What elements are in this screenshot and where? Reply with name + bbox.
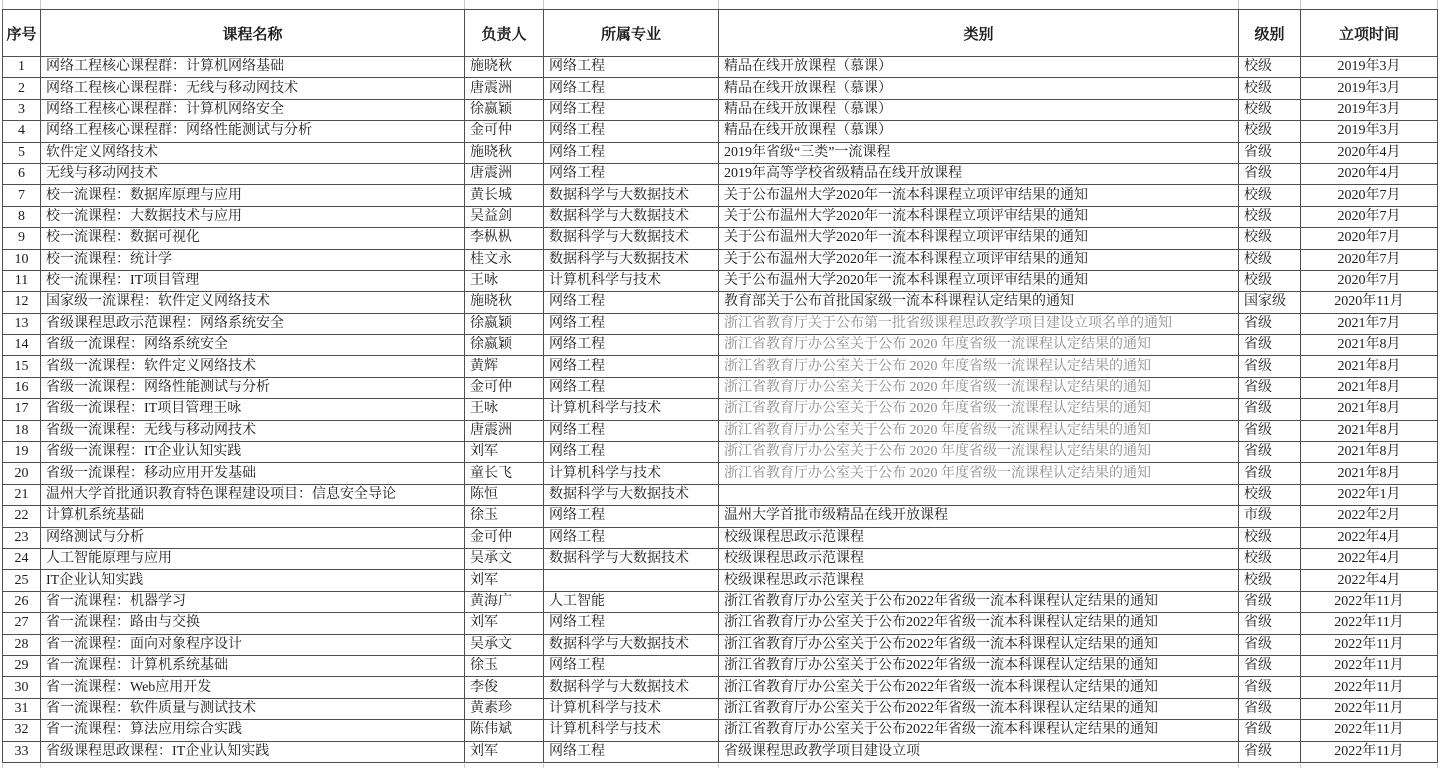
cell-date: 2020年7月 <box>1301 206 1438 227</box>
cell-course: 网络工程核心课程群：计算机网络安全 <box>41 99 465 120</box>
cell-index: 3 <box>3 99 41 120</box>
cell-major: 网络工程 <box>544 741 719 762</box>
cell-leader: 徐玉 <box>465 655 544 676</box>
cell-major: 计算机科学与技术 <box>544 399 719 420</box>
cell-category: 精品在线开放课程（慕课） <box>719 78 1239 99</box>
cell-index: 32 <box>3 720 41 741</box>
table-row <box>3 741 1438 762</box>
cell-level: 校级 <box>1239 99 1301 120</box>
cell-category: 温州大学首批市级精品在线开放课程 <box>719 506 1239 527</box>
cell-major: 数据科学与大数据技术 <box>544 677 719 698</box>
course-project-table <box>2 9 1438 763</box>
cell-date: 2022年2月 <box>1301 506 1438 527</box>
cell-major: 数据科学与大数据技术 <box>544 634 719 655</box>
table-row <box>3 634 1438 655</box>
cell-course: 网络工程核心课程群：计算机网络基础 <box>41 57 465 78</box>
table-body <box>3 57 1438 763</box>
cell-leader: 唐震洲 <box>465 78 544 99</box>
cell-category: 省级课程思政教学项目建设立项 <box>719 741 1239 762</box>
table-row <box>3 677 1438 698</box>
cell-index: 14 <box>3 335 41 356</box>
cell-leader: 徐嬴颖 <box>465 99 544 120</box>
cell-category: 浙江省教育厅关于公布第一批省级课程思政教学项目建设立项名单的通知 <box>719 313 1239 334</box>
cell-index: 11 <box>3 270 41 291</box>
cell-date: 2021年8月 <box>1301 420 1438 441</box>
table-row <box>3 313 1438 334</box>
cell-course: 省一流课程：算法应用综合实践 <box>41 720 465 741</box>
cell-index: 8 <box>3 206 41 227</box>
cell-date: 2022年4月 <box>1301 527 1438 548</box>
cell-major: 数据科学与大数据技术 <box>544 484 719 505</box>
cell-level: 省级 <box>1239 613 1301 634</box>
cell-date: 2020年7月 <box>1301 228 1438 249</box>
gridline-stub <box>464 0 465 9</box>
bottom-gridline-stubs <box>0 764 1440 768</box>
cell-major: 网络工程 <box>544 99 719 120</box>
cell-index: 20 <box>3 463 41 484</box>
gridline-stub <box>718 764 719 768</box>
cell-index: 9 <box>3 228 41 249</box>
cell-date: 2022年11月 <box>1301 720 1438 741</box>
cell-date: 2020年11月 <box>1301 292 1438 313</box>
cell-date: 2021年8月 <box>1301 377 1438 398</box>
gridline-stub <box>1238 0 1239 9</box>
cell-leader: 王咏 <box>465 270 544 291</box>
gridline-stub <box>718 0 719 9</box>
cell-major: 网络工程 <box>544 506 719 527</box>
cell-leader: 吴承文 <box>465 634 544 655</box>
cell-major: 计算机科学与技术 <box>544 698 719 719</box>
cell-category <box>719 484 1239 505</box>
cell-major: 计算机科学与技术 <box>544 463 719 484</box>
cell-date: 2020年7月 <box>1301 249 1438 270</box>
column-header-major: 所属专业 <box>544 10 719 57</box>
cell-major: 网络工程 <box>544 442 719 463</box>
cell-index: 1 <box>3 57 41 78</box>
cell-major: 网络工程 <box>544 78 719 99</box>
cell-level: 校级 <box>1239 527 1301 548</box>
cell-category: 教育部关于公布首批国家级一流本科课程认定结果的通知 <box>719 292 1239 313</box>
cell-date: 2022年11月 <box>1301 655 1438 676</box>
cell-leader: 黄长城 <box>465 185 544 206</box>
cell-index: 10 <box>3 249 41 270</box>
table-row <box>3 78 1438 99</box>
cell-leader: 黄辉 <box>465 356 544 377</box>
cell-course: 省级一流课程：无线与移动网技术 <box>41 420 465 441</box>
gridline-stub <box>2 764 3 768</box>
cell-course: 省级课程思政课程：IT企业认知实践 <box>41 741 465 762</box>
cell-level: 校级 <box>1239 249 1301 270</box>
table-row <box>3 99 1438 120</box>
gridline-stub <box>1300 0 1301 9</box>
cell-index: 16 <box>3 377 41 398</box>
cell-category: 2019年高等学校省级精品在线开放课程 <box>719 163 1239 184</box>
table-row <box>3 377 1438 398</box>
cell-course: 省一流课程：机器学习 <box>41 591 465 612</box>
cell-date: 2021年8月 <box>1301 356 1438 377</box>
cell-level: 校级 <box>1239 185 1301 206</box>
table-row <box>3 57 1438 78</box>
cell-index: 6 <box>3 163 41 184</box>
cell-level: 省级 <box>1239 313 1301 334</box>
cell-category: 2019年省级“三类”一流课程 <box>719 142 1239 163</box>
cell-leader: 童长飞 <box>465 463 544 484</box>
cell-date: 2022年11月 <box>1301 741 1438 762</box>
cell-major: 计算机科学与技术 <box>544 720 719 741</box>
gridline-stub <box>1300 764 1301 768</box>
cell-major: 网络工程 <box>544 335 719 356</box>
table-row <box>3 206 1438 227</box>
gridline-stub <box>40 0 41 9</box>
cell-category: 浙江省教育厅办公室关于公布2022年省级一流本科课程认定结果的通知 <box>719 677 1239 698</box>
cell-category: 浙江省教育厅办公室关于公布 2020 年度省级一流课程认定结果的通知 <box>719 463 1239 484</box>
cell-level: 省级 <box>1239 463 1301 484</box>
cell-course: 网络工程核心课程群：无线与移动网技术 <box>41 78 465 99</box>
cell-level: 省级 <box>1239 163 1301 184</box>
cell-level: 省级 <box>1239 377 1301 398</box>
table-header <box>3 10 1438 57</box>
cell-leader: 陈恒 <box>465 484 544 505</box>
cell-date: 2021年8月 <box>1301 399 1438 420</box>
cell-level: 校级 <box>1239 570 1301 591</box>
cell-course: 校一流课程：IT项目管理 <box>41 270 465 291</box>
gridline-stub <box>1437 0 1438 9</box>
cell-index: 19 <box>3 442 41 463</box>
cell-major: 网络工程 <box>544 613 719 634</box>
cell-category: 精品在线开放课程（慕课） <box>719 57 1239 78</box>
cell-level: 省级 <box>1239 356 1301 377</box>
cell-leader: 唐震洲 <box>465 163 544 184</box>
cell-index: 13 <box>3 313 41 334</box>
cell-level: 校级 <box>1239 121 1301 142</box>
cell-major: 网络工程 <box>544 377 719 398</box>
cell-major: 网络工程 <box>544 121 719 142</box>
cell-major: 网络工程 <box>544 163 719 184</box>
cell-major: 网络工程 <box>544 356 719 377</box>
cell-leader: 施晓秋 <box>465 57 544 78</box>
cell-course: 无线与移动网技术 <box>41 163 465 184</box>
cell-major: 数据科学与大数据技术 <box>544 185 719 206</box>
cell-level: 校级 <box>1239 57 1301 78</box>
cell-level: 省级 <box>1239 720 1301 741</box>
cell-course: 软件定义网络技术 <box>41 142 465 163</box>
cell-leader: 唐震洲 <box>465 420 544 441</box>
cell-level: 省级 <box>1239 634 1301 655</box>
cell-course: 网络工程核心课程群：网络性能测试与分析 <box>41 121 465 142</box>
cell-date: 2022年4月 <box>1301 570 1438 591</box>
cell-course: 校一流课程：统计学 <box>41 249 465 270</box>
cell-index: 7 <box>3 185 41 206</box>
cell-date: 2020年7月 <box>1301 270 1438 291</box>
cell-level: 省级 <box>1239 741 1301 762</box>
column-header-category: 类别 <box>719 10 1239 57</box>
cell-level: 校级 <box>1239 78 1301 99</box>
cell-index: 30 <box>3 677 41 698</box>
cell-date: 2019年3月 <box>1301 99 1438 120</box>
cell-index: 26 <box>3 591 41 612</box>
cell-index: 29 <box>3 655 41 676</box>
cell-date: 2021年8月 <box>1301 463 1438 484</box>
cell-category: 浙江省教育厅办公室关于公布 2020 年度省级一流课程认定结果的通知 <box>719 377 1239 398</box>
cell-leader: 徐嬴颖 <box>465 313 544 334</box>
column-header-leader: 负责人 <box>465 10 544 57</box>
cell-leader: 王咏 <box>465 399 544 420</box>
cell-major: 网络工程 <box>544 420 719 441</box>
cell-category: 浙江省教育厅办公室关于公布2022年省级一流本科课程认定结果的通知 <box>719 720 1239 741</box>
cell-major: 网络工程 <box>544 313 719 334</box>
cell-leader: 施晓秋 <box>465 292 544 313</box>
gridline-stub <box>464 764 465 768</box>
cell-major: 数据科学与大数据技术 <box>544 228 719 249</box>
gridline-stub <box>1238 764 1239 768</box>
cell-index: 24 <box>3 548 41 569</box>
cell-date: 2019年3月 <box>1301 57 1438 78</box>
cell-course: 人工智能原理与应用 <box>41 548 465 569</box>
cell-date: 2022年11月 <box>1301 634 1438 655</box>
cell-date: 2021年8月 <box>1301 442 1438 463</box>
cell-index: 25 <box>3 570 41 591</box>
cell-leader: 金可仲 <box>465 527 544 548</box>
table-row <box>3 249 1438 270</box>
cell-level: 市级 <box>1239 506 1301 527</box>
cell-leader: 黄素珍 <box>465 698 544 719</box>
cell-major: 网络工程 <box>544 292 719 313</box>
cell-date: 2022年11月 <box>1301 677 1438 698</box>
cell-date: 2019年3月 <box>1301 78 1438 99</box>
cell-major: 数据科学与大数据技术 <box>544 249 719 270</box>
table-row <box>3 655 1438 676</box>
cell-level: 校级 <box>1239 228 1301 249</box>
cell-leader: 施晓秋 <box>465 142 544 163</box>
table-row <box>3 420 1438 441</box>
cell-category: 浙江省教育厅办公室关于公布 2020 年度省级一流课程认定结果的通知 <box>719 356 1239 377</box>
cell-leader: 吴益剑 <box>465 206 544 227</box>
table-row <box>3 484 1438 505</box>
cell-date: 2022年11月 <box>1301 591 1438 612</box>
cell-major: 数据科学与大数据技术 <box>544 206 719 227</box>
table-row <box>3 185 1438 206</box>
cell-leader: 吴承文 <box>465 548 544 569</box>
cell-index: 23 <box>3 527 41 548</box>
cell-category: 浙江省教育厅办公室关于公布2022年省级一流本科课程认定结果的通知 <box>719 634 1239 655</box>
cell-index: 2 <box>3 78 41 99</box>
cell-course: 温州大学首批通识教育特色课程建设项目：信息安全导论 <box>41 484 465 505</box>
gridline-stub <box>1437 764 1438 768</box>
cell-index: 5 <box>3 142 41 163</box>
table-row <box>3 442 1438 463</box>
cell-date: 2021年7月 <box>1301 313 1438 334</box>
cell-course: 校一流课程：大数据技术与应用 <box>41 206 465 227</box>
cell-index: 33 <box>3 741 41 762</box>
gridline-stub <box>2 0 3 9</box>
cell-course: IT企业认知实践 <box>41 570 465 591</box>
cell-level: 省级 <box>1239 399 1301 420</box>
cell-date: 2022年11月 <box>1301 613 1438 634</box>
cell-level: 校级 <box>1239 206 1301 227</box>
cell-level: 省级 <box>1239 698 1301 719</box>
cell-index: 4 <box>3 121 41 142</box>
column-header-level: 级别 <box>1239 10 1301 57</box>
table-row <box>3 506 1438 527</box>
cell-date: 2020年4月 <box>1301 163 1438 184</box>
cell-index: 15 <box>3 356 41 377</box>
table-row <box>3 548 1438 569</box>
cell-category: 校级课程思政示范课程 <box>719 527 1239 548</box>
table-row <box>3 698 1438 719</box>
cell-level: 校级 <box>1239 548 1301 569</box>
gridline-stub <box>543 764 544 768</box>
table-row <box>3 570 1438 591</box>
cell-course: 省级一流课程：网络性能测试与分析 <box>41 377 465 398</box>
cell-index: 22 <box>3 506 41 527</box>
cell-course: 网络测试与分析 <box>41 527 465 548</box>
cell-level: 国家级 <box>1239 292 1301 313</box>
cell-index: 28 <box>3 634 41 655</box>
cell-major: 数据科学与大数据技术 <box>544 548 719 569</box>
cell-category: 浙江省教育厅办公室关于公布2022年省级一流本科课程认定结果的通知 <box>719 613 1239 634</box>
cell-course: 国家级一流课程：软件定义网络技术 <box>41 292 465 313</box>
gridline-stub <box>40 764 41 768</box>
cell-leader: 刘军 <box>465 442 544 463</box>
cell-category: 关于公布温州大学2020年一流本科课程立项评审结果的通知 <box>719 249 1239 270</box>
cell-major: 人工智能 <box>544 591 719 612</box>
cell-category: 关于公布温州大学2020年一流本科课程立项评审结果的通知 <box>719 185 1239 206</box>
cell-level: 省级 <box>1239 655 1301 676</box>
cell-major: 网络工程 <box>544 142 719 163</box>
cell-category: 关于公布温州大学2020年一流本科课程立项评审结果的通知 <box>719 228 1239 249</box>
gridline-stub <box>543 0 544 9</box>
column-header-date: 立项时间 <box>1301 10 1438 57</box>
course-project-table-wrap <box>2 9 1438 763</box>
cell-course: 省级一流课程：网络系统安全 <box>41 335 465 356</box>
column-header-course: 课程名称 <box>41 10 465 57</box>
cell-category: 浙江省教育厅办公室关于公布2022年省级一流本科课程认定结果的通知 <box>719 591 1239 612</box>
cell-major: 网络工程 <box>544 527 719 548</box>
cell-category: 浙江省教育厅办公室关于公布2022年省级一流本科课程认定结果的通知 <box>719 655 1239 676</box>
cell-date: 2020年7月 <box>1301 185 1438 206</box>
cell-date: 2019年3月 <box>1301 121 1438 142</box>
cell-course: 校一流课程：数据可视化 <box>41 228 465 249</box>
cell-date: 2022年1月 <box>1301 484 1438 505</box>
cell-level: 省级 <box>1239 677 1301 698</box>
cell-date: 2022年11月 <box>1301 698 1438 719</box>
cell-leader: 黄海广 <box>465 591 544 612</box>
cell-leader: 李枞枞 <box>465 228 544 249</box>
cell-leader: 徐嬴颖 <box>465 335 544 356</box>
table-row <box>3 228 1438 249</box>
table-row <box>3 591 1438 612</box>
cell-course: 省级一流课程：移动应用开发基础 <box>41 463 465 484</box>
cell-course: 省一流课程：Web应用开发 <box>41 677 465 698</box>
cell-category: 校级课程思政示范课程 <box>719 570 1239 591</box>
cell-level: 省级 <box>1239 142 1301 163</box>
cell-major: 计算机科学与技术 <box>544 270 719 291</box>
table-row <box>3 613 1438 634</box>
cell-course: 省一流课程：路由与交换 <box>41 613 465 634</box>
table-row <box>3 399 1438 420</box>
cell-leader: 李俊 <box>465 677 544 698</box>
cell-level: 省级 <box>1239 591 1301 612</box>
cell-course: 省级一流课程：软件定义网络技术 <box>41 356 465 377</box>
cell-index: 27 <box>3 613 41 634</box>
cell-leader: 桂文永 <box>465 249 544 270</box>
cell-category: 浙江省教育厅办公室关于公布 2020 年度省级一流课程认定结果的通知 <box>719 420 1239 441</box>
cell-category: 校级课程思政示范课程 <box>719 548 1239 569</box>
cell-leader: 金可仲 <box>465 377 544 398</box>
cell-index: 31 <box>3 698 41 719</box>
cell-category: 关于公布温州大学2020年一流本科课程立项评审结果的通知 <box>719 206 1239 227</box>
table-row <box>3 720 1438 741</box>
cell-course: 计算机系统基础 <box>41 506 465 527</box>
table-row <box>3 527 1438 548</box>
cell-course: 省一流课程：软件质量与测试技术 <box>41 698 465 719</box>
cell-course: 校一流课程：数据库原理与应用 <box>41 185 465 206</box>
cell-leader: 刘军 <box>465 613 544 634</box>
column-header-index: 序号 <box>3 10 41 57</box>
cell-level: 省级 <box>1239 335 1301 356</box>
cell-course: 省一流课程：面向对象程序设计 <box>41 634 465 655</box>
cell-level: 省级 <box>1239 442 1301 463</box>
cell-major: 网络工程 <box>544 57 719 78</box>
cell-leader: 陈伟斌 <box>465 720 544 741</box>
cell-course: 省一流课程：计算机系统基础 <box>41 655 465 676</box>
cell-leader: 金可仲 <box>465 121 544 142</box>
cell-date: 2020年4月 <box>1301 142 1438 163</box>
table-row <box>3 463 1438 484</box>
cell-category: 精品在线开放课程（慕课） <box>719 121 1239 142</box>
cell-date: 2022年4月 <box>1301 548 1438 569</box>
cell-major <box>544 570 719 591</box>
cell-date: 2021年8月 <box>1301 335 1438 356</box>
cell-category: 浙江省教育厅办公室关于公布 2020 年度省级一流课程认定结果的通知 <box>719 399 1239 420</box>
cell-level: 省级 <box>1239 420 1301 441</box>
cell-index: 21 <box>3 484 41 505</box>
table-row <box>3 356 1438 377</box>
cell-level: 校级 <box>1239 484 1301 505</box>
table-row <box>3 335 1438 356</box>
cell-index: 18 <box>3 420 41 441</box>
cell-category: 关于公布温州大学2020年一流本科课程立项评审结果的通知 <box>719 270 1239 291</box>
cell-course: 省级一流课程：IT项目管理王咏 <box>41 399 465 420</box>
table-row <box>3 142 1438 163</box>
cell-category: 浙江省教育厅办公室关于公布 2020 年度省级一流课程认定结果的通知 <box>719 335 1239 356</box>
cell-course: 省级一流课程：IT企业认知实践 <box>41 442 465 463</box>
table-row <box>3 163 1438 184</box>
cell-category: 浙江省教育厅办公室关于公布2022年省级一流本科课程认定结果的通知 <box>719 698 1239 719</box>
top-gridline-stubs <box>0 0 1440 9</box>
cell-leader: 刘军 <box>465 570 544 591</box>
cell-major: 网络工程 <box>544 655 719 676</box>
table-row <box>3 292 1438 313</box>
cell-category: 浙江省教育厅办公室关于公布 2020 年度省级一流课程认定结果的通知 <box>719 442 1239 463</box>
cell-level: 校级 <box>1239 270 1301 291</box>
table-row <box>3 121 1438 142</box>
cell-index: 17 <box>3 399 41 420</box>
cell-category: 精品在线开放课程（慕课） <box>719 99 1239 120</box>
table-header-row <box>3 10 1438 57</box>
cell-leader: 徐玉 <box>465 506 544 527</box>
table-row <box>3 270 1438 291</box>
cell-leader: 刘军 <box>465 741 544 762</box>
cell-index: 12 <box>3 292 41 313</box>
cell-course: 省级课程思政示范课程：网络系统安全 <box>41 313 465 334</box>
